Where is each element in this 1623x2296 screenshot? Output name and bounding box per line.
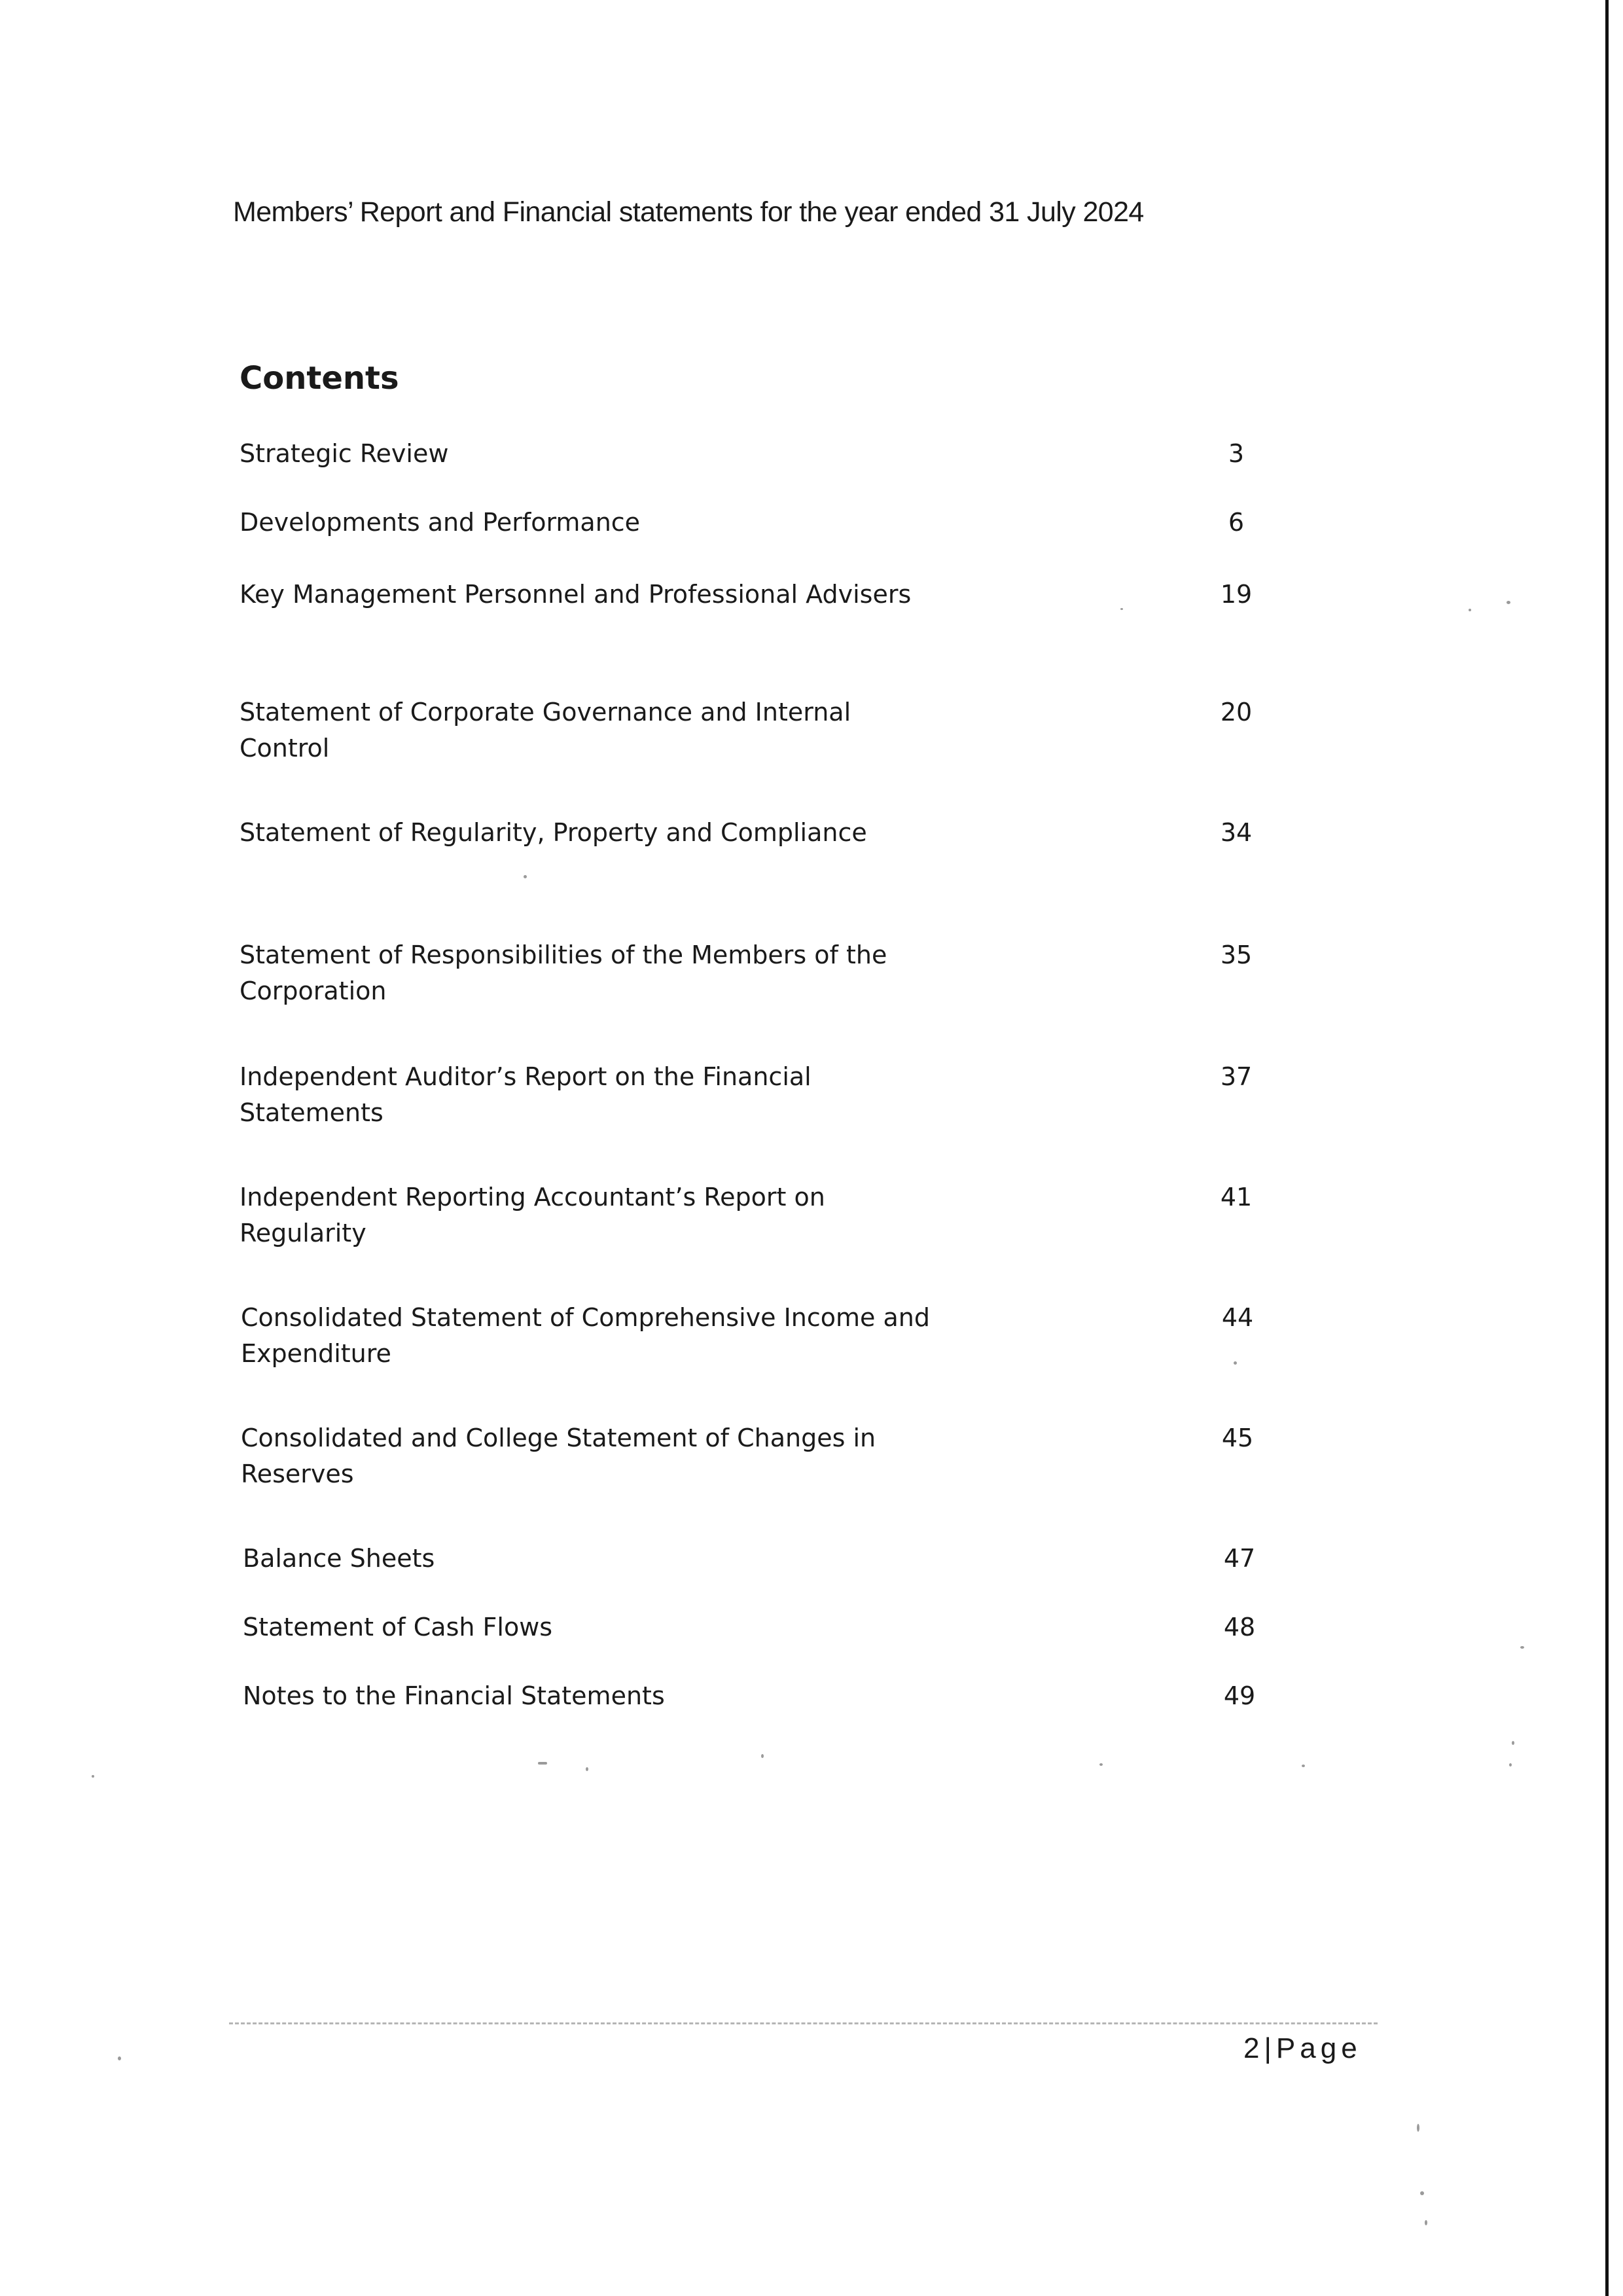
- scan-speck: [1507, 601, 1510, 604]
- scan-speck: [1099, 1763, 1103, 1766]
- scan-speck: [92, 1775, 94, 1778]
- page-number: 2: [1243, 2032, 1264, 2064]
- toc-entry-title: Statement of Responsibilities of the Members of the Corporation: [240, 941, 887, 1005]
- toc-entry-page: 45: [1221, 1424, 1254, 1452]
- page-label: Page: [1275, 2032, 1362, 2064]
- toc-entry-title: Consolidated and College Statement of Changes in Reserves: [241, 1424, 876, 1488]
- toc-entry-title: Statement of Cash Flows: [243, 1613, 553, 1641]
- scan-speck: [1469, 609, 1471, 611]
- scan-speck: [524, 875, 527, 878]
- contents-heading: Contents: [240, 360, 399, 397]
- toc-entry-title: Statement of Corporate Governance and Internal Control: [240, 698, 851, 762]
- scan-speck: [1302, 1765, 1305, 1767]
- toc-entry-page: 3: [1228, 439, 1245, 468]
- toc-entry-page: 49: [1223, 1681, 1256, 1710]
- scan-speck: [1234, 1361, 1237, 1365]
- scan-speck: [1509, 1763, 1512, 1767]
- scan-speck: [1417, 2124, 1419, 2132]
- scan-speck: [538, 1762, 547, 1765]
- page-footer: [1243, 2032, 1362, 2065]
- toc-entry-title: Developments and Performance: [240, 508, 641, 537]
- toc-entry-title: Strategic Review: [240, 439, 449, 468]
- scan-speck: [586, 1767, 588, 1771]
- toc-entry-page: 37: [1220, 1062, 1253, 1091]
- scan-speck: [1120, 608, 1123, 610]
- toc-entry-page: 41: [1220, 1183, 1253, 1211]
- toc-entry-title: Key Management Personnel and Professional Advisers: [240, 580, 912, 609]
- toc-entry-page: 34: [1220, 818, 1253, 847]
- toc-entry-page: 44: [1221, 1303, 1254, 1332]
- toc-entry-page: 19: [1220, 580, 1253, 609]
- scan-speck: [1520, 1646, 1524, 1649]
- toc-entry-title: Notes to the Financial Statements: [243, 1681, 665, 1710]
- scan-speck: [1420, 2191, 1424, 2195]
- scan-speck: [118, 2056, 121, 2060]
- scan-speck: [1425, 2220, 1427, 2225]
- toc-entry-title: Independent Auditor’s Report on the Financial Statements: [240, 1062, 812, 1127]
- footer-rule: [229, 2022, 1378, 2024]
- scan-edge-line: [1605, 0, 1609, 2296]
- toc-entry-title: Independent Reporting Accountant’s Report on Regularity: [240, 1183, 825, 1247]
- scan-speck: [1512, 1741, 1514, 1745]
- toc-entry-title: Balance Sheets: [243, 1544, 435, 1573]
- toc-entry-page: 20: [1220, 698, 1253, 726]
- toc-entry-page: 6: [1228, 508, 1245, 537]
- toc-entry-page: 35: [1220, 941, 1253, 969]
- scan-speck: [761, 1754, 764, 1758]
- toc-entry-title: Consolidated Statement of Comprehensive Income and Expenditure: [241, 1303, 930, 1368]
- toc-entry-page: 47: [1223, 1544, 1256, 1573]
- document-header: Members’ Report and Financial statements for the year ended 31 July 2024: [233, 196, 1144, 228]
- page-separator: |: [1264, 2032, 1276, 2064]
- toc-entry-title: Statement of Regularity, Property and Compliance: [240, 818, 867, 847]
- toc-entry-page: 48: [1223, 1613, 1256, 1641]
